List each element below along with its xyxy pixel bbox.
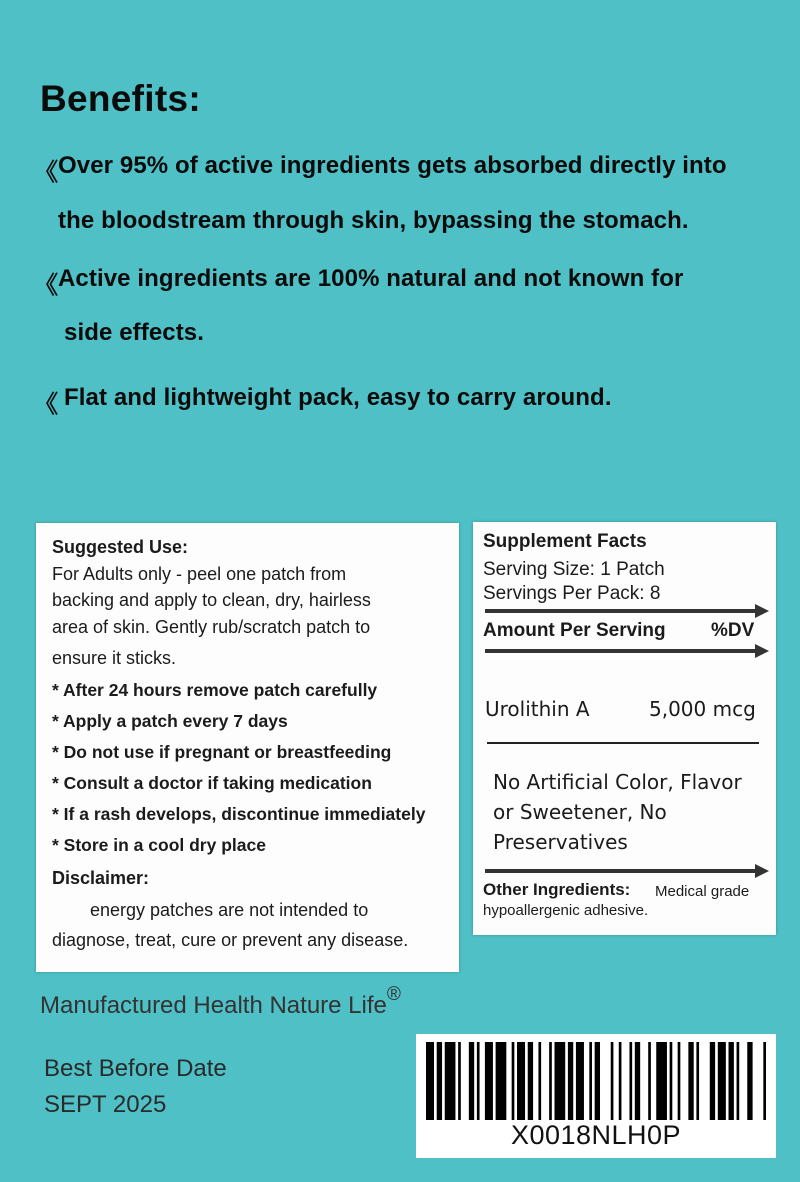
benefit-2-line-2: side effects.	[64, 319, 205, 346]
use-line: For Adults only - peel one patch from	[52, 564, 347, 584]
divider-arrow	[485, 869, 757, 873]
ingredient-amount: 5,000 mcg	[649, 697, 756, 721]
benefit-3-line-1: Flat and lightweight pack, easy to carry around.	[64, 384, 612, 411]
divider-arrow	[485, 609, 757, 613]
best-before-value: SEPT 2025	[44, 1091, 167, 1118]
other-ingredients-value: hypoallergenic adhesive.	[483, 902, 649, 919]
other-ingredients-label: Other Ingredients:	[483, 880, 631, 899]
use-line: backing and apply to clean, dry, hairless	[52, 590, 371, 610]
bullet-icon: 《	[34, 391, 58, 418]
use-bullet: * If a rash develops, discontinue immediately	[52, 804, 426, 824]
use-bullet: * Consult a doctor if taking medication	[52, 773, 372, 793]
use-bullet: * Do not use if pregnant or breastfeeding	[52, 742, 392, 762]
barcode-number: X0018NLH0P	[510, 1120, 682, 1150]
use-line: area of skin. Gently rub/scratch patch to	[52, 617, 371, 637]
benefit-1-line-2: the bloodstream through skin, bypassing the stomach.	[58, 207, 689, 234]
bullet-icon: 《	[34, 159, 58, 186]
other-ingredients-value: Medical grade	[655, 883, 750, 900]
free-from-line: Preservatives	[493, 830, 628, 854]
suggested-use-panel	[36, 523, 459, 972]
manufacturer-text	[40, 984, 401, 1020]
benefit-1-line-1: Over 95% of active ingredients gets absorbed directly into	[58, 152, 727, 179]
best-before-label: Best Before Date	[44, 1055, 227, 1082]
free-from-line: or Sweetener, No	[493, 800, 667, 824]
suggested-use-heading: Suggested Use:	[52, 537, 189, 557]
registered-mark: ®	[386, 984, 401, 1005]
disclaimer-heading: Disclaimer:	[52, 868, 150, 888]
manufacturer-name: Manufactured Health Nature Life	[40, 992, 387, 1019]
use-bullet: * After 24 hours remove patch carefully	[52, 680, 378, 700]
serving-size: Serving Size: 1 Patch	[483, 559, 665, 580]
supplement-facts-title: Supplement Facts	[483, 531, 647, 552]
use-line: ensure it sticks.	[52, 648, 177, 668]
free-from-line: No Artificial Color, Flavor	[493, 770, 742, 794]
barcode-label	[416, 1034, 776, 1158]
bullet-icon: 《	[34, 272, 58, 299]
barcode-icon	[426, 1042, 766, 1120]
use-bullet: * Store in a cool dry place	[52, 835, 266, 855]
disclaimer-line: diagnose, treat, cure or prevent any disease.	[52, 930, 409, 950]
supplement-facts-panel	[473, 522, 776, 935]
divider-arrow	[485, 649, 757, 653]
dv-header: %DV	[711, 620, 755, 641]
divider-line	[487, 742, 759, 744]
disclaimer-line: energy patches are not intended to	[90, 900, 369, 920]
servings-per-pack: Servings Per Pack: 8	[483, 583, 661, 604]
benefit-2-line-1: Active ingredients are 100% natural and not known for	[58, 265, 684, 292]
ingredient-name: Urolithin A	[485, 697, 590, 721]
benefits-title: Benefits:	[40, 78, 201, 119]
amount-per-serving-header: Amount Per Serving	[483, 620, 666, 641]
use-bullet: * Apply a patch every 7 days	[52, 711, 288, 731]
